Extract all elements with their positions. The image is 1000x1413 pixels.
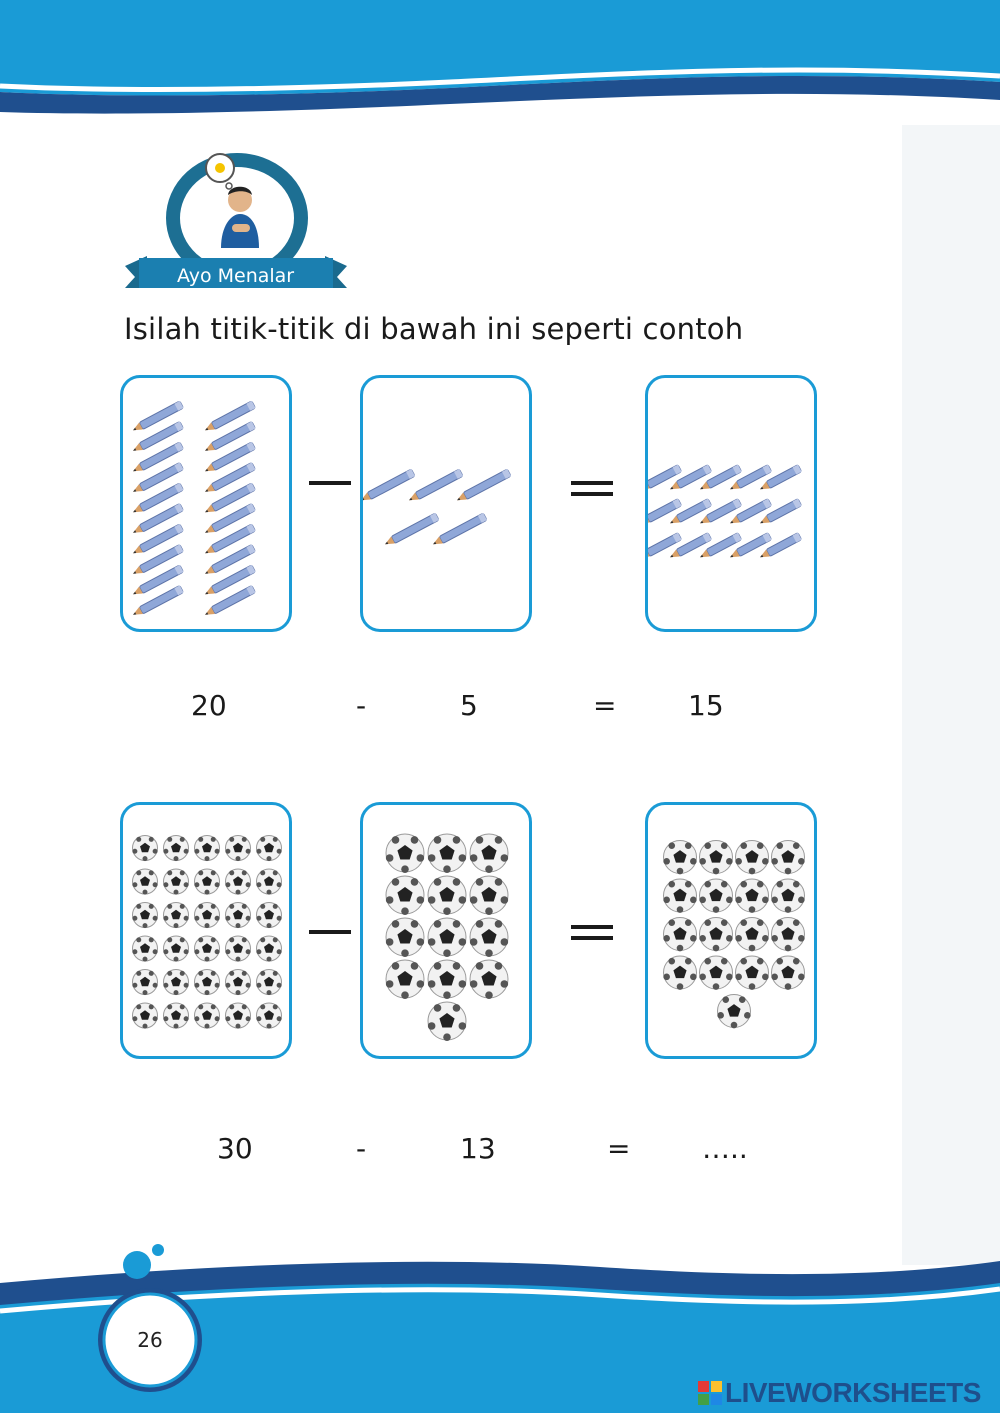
soccer-ball-icon bbox=[194, 869, 219, 895]
soccer-ball-icon bbox=[256, 903, 281, 929]
soccer-ball-icon bbox=[771, 879, 804, 913]
badge-label: Ayo Menalar bbox=[177, 265, 295, 287]
soccer-ball-icon bbox=[771, 841, 804, 875]
example-minus-sign bbox=[309, 481, 351, 485]
soccer-ball-icon bbox=[428, 1002, 466, 1041]
soccer-ball-icon bbox=[256, 936, 281, 962]
example-right-card bbox=[645, 375, 817, 632]
soccer-ball-icon bbox=[225, 1003, 250, 1029]
soccer-ball-icon bbox=[428, 960, 466, 999]
liveworksheets-watermark bbox=[698, 1378, 981, 1408]
soccer-ball-icon bbox=[194, 903, 219, 929]
example-minus-text: - bbox=[356, 689, 367, 722]
soccer-ball-icon bbox=[470, 834, 508, 873]
soccer-ball-icon bbox=[225, 869, 250, 895]
exercise-middle-card bbox=[360, 802, 532, 1059]
page-number: 26 bbox=[137, 1328, 163, 1352]
soccer-ball-icon bbox=[428, 918, 466, 957]
soccer-ball-icon bbox=[163, 970, 188, 996]
soccer-ball-icon bbox=[225, 836, 250, 862]
soccer-ball-icon bbox=[428, 834, 466, 873]
soccer-ball-icon bbox=[470, 876, 508, 915]
soccer-ball-icon bbox=[735, 841, 768, 875]
soccer-ball-icon bbox=[735, 879, 768, 913]
exercise-answer-blank[interactable]: ….. bbox=[702, 1132, 748, 1165]
example-left-card bbox=[120, 375, 292, 632]
soccer-ball-icon bbox=[470, 960, 508, 999]
soccer-ball-icon bbox=[386, 918, 424, 957]
exercise-right-card bbox=[645, 802, 817, 1059]
example-middle-pencils bbox=[363, 378, 532, 632]
soccer-ball-icon bbox=[225, 970, 250, 996]
soccer-ball-icon bbox=[771, 956, 804, 990]
soccer-ball-icon bbox=[194, 936, 219, 962]
exercise-left-balls bbox=[123, 805, 292, 1059]
soccer-ball-icon bbox=[256, 869, 281, 895]
exercise-middle-balls bbox=[363, 805, 532, 1059]
soccer-ball-icon bbox=[225, 903, 250, 929]
soccer-ball-icon bbox=[386, 834, 424, 873]
soccer-ball-icon bbox=[386, 876, 424, 915]
soccer-ball-icon bbox=[663, 918, 696, 952]
example-left-number: 20 bbox=[191, 689, 227, 722]
soccer-ball-icon bbox=[256, 970, 281, 996]
pencil-icon bbox=[431, 513, 487, 548]
example-right-number: 5 bbox=[460, 689, 478, 722]
pencil-icon bbox=[407, 469, 463, 504]
exercise-equals-text: = bbox=[607, 1132, 631, 1165]
soccer-ball-icon bbox=[699, 918, 732, 952]
watermark-text: LIVEWORKSHEETS bbox=[725, 1377, 981, 1408]
top-banner bbox=[0, 0, 1000, 125]
soccer-ball-icon bbox=[132, 836, 157, 862]
soccer-ball-icon bbox=[663, 841, 696, 875]
soccer-ball-icon bbox=[699, 841, 732, 875]
example-left-pencils bbox=[123, 378, 292, 632]
soccer-ball-icon bbox=[699, 956, 732, 990]
exercise-right-balls bbox=[648, 805, 817, 1059]
exercise-equals-sign bbox=[571, 925, 613, 940]
soccer-ball-icon bbox=[428, 876, 466, 915]
pencil-icon bbox=[363, 469, 415, 504]
soccer-ball-icon bbox=[194, 970, 219, 996]
soccer-ball-icon bbox=[194, 1003, 219, 1029]
soccer-ball-icon bbox=[163, 836, 188, 862]
soccer-ball-icon bbox=[663, 956, 696, 990]
soccer-ball-icon bbox=[717, 995, 750, 1029]
soccer-ball-icon bbox=[163, 903, 188, 929]
exercise-left-number: 30 bbox=[217, 1132, 253, 1165]
soccer-ball-icon bbox=[225, 936, 250, 962]
soccer-ball-icon bbox=[163, 936, 188, 962]
soccer-ball-icon bbox=[663, 879, 696, 913]
exercise-left-card bbox=[120, 802, 292, 1059]
pencil-icon bbox=[455, 469, 511, 504]
soccer-ball-icon bbox=[132, 970, 157, 996]
soccer-ball-icon bbox=[470, 918, 508, 957]
exercise-minus-sign bbox=[309, 930, 351, 934]
exercise-right-number: 13 bbox=[460, 1132, 496, 1165]
soccer-ball-icon bbox=[163, 869, 188, 895]
soccer-ball-icon bbox=[163, 1003, 188, 1029]
soccer-ball-icon bbox=[132, 1003, 157, 1029]
soccer-ball-icon bbox=[386, 960, 424, 999]
example-result-number: 15 bbox=[688, 689, 724, 722]
soccer-ball-icon bbox=[735, 918, 768, 952]
soccer-ball-icon bbox=[735, 956, 768, 990]
pencil-icon bbox=[383, 513, 439, 548]
soccer-ball-icon bbox=[132, 903, 157, 929]
soccer-ball-icon bbox=[699, 879, 732, 913]
example-equals-sign bbox=[571, 481, 613, 496]
example-right-pencils bbox=[648, 378, 817, 632]
soccer-ball-icon bbox=[256, 836, 281, 862]
instruction-text: Isilah titik-titik di bawah ini seperti contoh bbox=[124, 312, 744, 346]
example-middle-card bbox=[360, 375, 532, 632]
soccer-ball-icon bbox=[256, 1003, 281, 1029]
soccer-ball-icon bbox=[132, 936, 157, 962]
soccer-ball-icon bbox=[132, 869, 157, 895]
soccer-ball-icon bbox=[771, 918, 804, 952]
side-strip bbox=[902, 120, 1000, 1265]
exercise-minus-text: - bbox=[356, 1132, 367, 1165]
liveworksheets-logo-icon bbox=[698, 1381, 722, 1405]
soccer-ball-icon bbox=[194, 836, 219, 862]
example-equals-text: = bbox=[593, 689, 617, 722]
